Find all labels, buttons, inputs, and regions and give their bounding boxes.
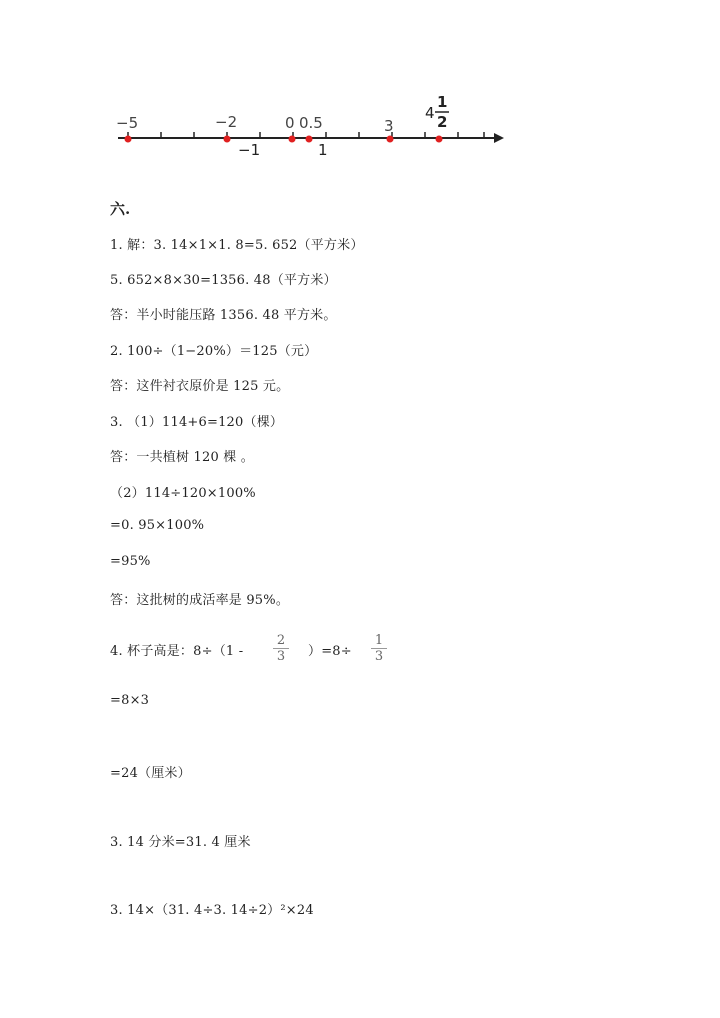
number-line-figure bbox=[0, 0, 720, 180]
label-minus-2: −2 bbox=[215, 113, 238, 131]
answer-line: =0. 95×100% bbox=[110, 518, 205, 533]
label-0-5: 0.5 bbox=[299, 114, 323, 132]
answer-line: 答：这件衬衣原价是 125 元。 bbox=[110, 379, 290, 394]
answer-line: （2）114÷120×100% bbox=[110, 486, 256, 501]
fraction-one-third bbox=[371, 633, 387, 664]
label-4-half-den: 2 bbox=[437, 113, 448, 131]
label-4-whole: 4 bbox=[425, 104, 435, 122]
point-minus-2 bbox=[224, 136, 231, 143]
fraction-two-thirds bbox=[273, 633, 289, 664]
q4-middle: ）=8÷ bbox=[308, 644, 352, 659]
answer-line: 答：半小时能压路 1356. 48 平方米。 bbox=[110, 308, 337, 323]
answer-line: 3. （1）114+6=120（棵） bbox=[110, 415, 284, 430]
point-4-half bbox=[436, 136, 443, 143]
answer-line: 2. 100÷（1−20%）＝125（元） bbox=[110, 344, 318, 359]
point-0 bbox=[289, 136, 296, 143]
label-0: 0 bbox=[285, 114, 295, 132]
point-3 bbox=[387, 136, 394, 143]
section-heading: 六. bbox=[110, 200, 131, 218]
point-minus-5 bbox=[125, 136, 132, 143]
answer-line: =8×3 bbox=[110, 693, 150, 708]
fraction-numerator: 2 bbox=[273, 633, 289, 649]
fraction-denominator: 3 bbox=[276, 649, 286, 664]
answer-line: 5. 652×8×30=1356. 48（平方米） bbox=[110, 273, 337, 288]
answer-line: 答：一共植树 120 棵 。 bbox=[110, 450, 255, 465]
answer-line: 1. 解：3. 14×1×1. 8=5. 652（平方米） bbox=[110, 238, 364, 253]
label-4-half-num: 1 bbox=[437, 93, 448, 111]
answer-line: 3. 14×（31. 4÷3. 14÷2）²×24 bbox=[110, 903, 314, 918]
answer-line: 3. 14 分米=31. 4 厘米 bbox=[110, 835, 251, 850]
label-3: 3 bbox=[384, 117, 394, 135]
point-0-5 bbox=[306, 136, 313, 143]
q4-prefix: 4. 杯子高是：8÷（1 - bbox=[110, 644, 244, 659]
answer-line: =24（厘米） bbox=[110, 766, 191, 781]
answer-line: 答：这批树的成活率是 95%。 bbox=[110, 593, 290, 608]
fraction-denominator: 3 bbox=[374, 649, 384, 664]
number-line-arrow bbox=[494, 133, 504, 143]
fraction-numerator: 1 bbox=[371, 633, 387, 649]
answer-line: =95% bbox=[110, 554, 151, 569]
label-minus-1: −1 bbox=[238, 141, 261, 159]
label-1: 1 bbox=[318, 141, 328, 159]
label-minus-5: −5 bbox=[116, 114, 139, 132]
